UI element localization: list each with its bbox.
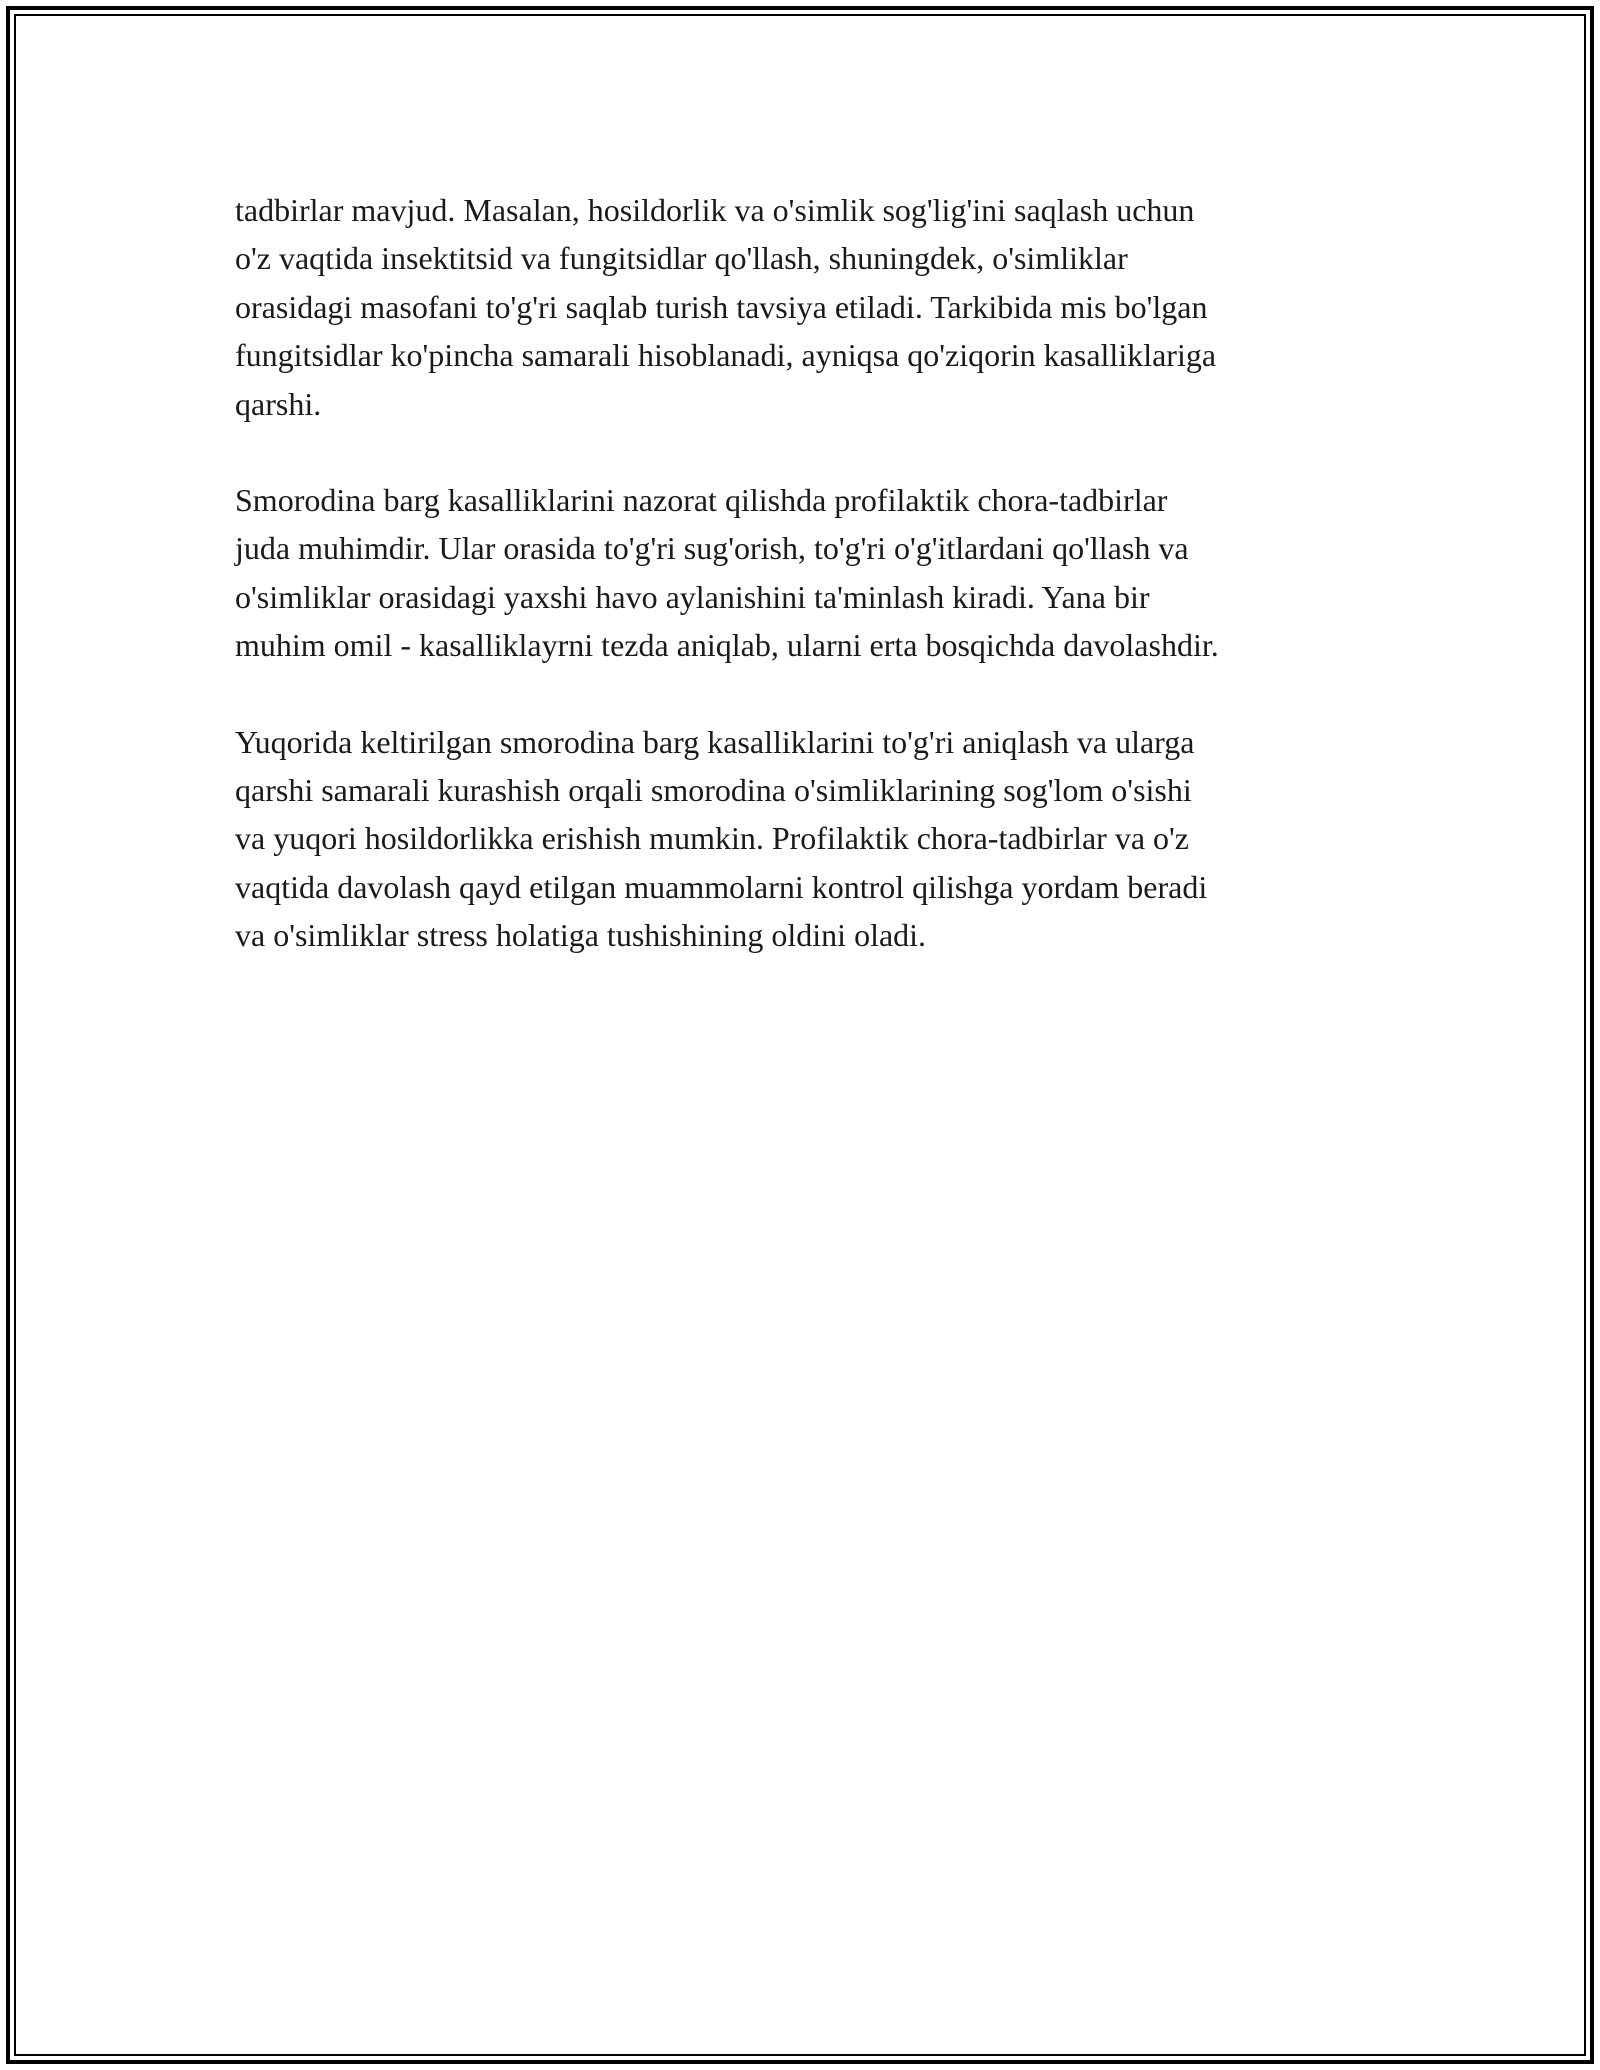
text-line: o'simliklar orasidagi yaxshi havo aylanishini ta'minlash kiradi. Yana bir — [235, 578, 1150, 615]
paragraph-1 — [235, 186, 1395, 428]
text-line: Smorodina barg kasalliklarini nazorat qilishda profilaktik chora-tadbirlar — [235, 482, 1168, 519]
text-line: orasidagi masofani to'g'ri saqlab turish tavsiya etiladi. Tarkibida mis bo'lgan — [235, 288, 1208, 325]
paragraph-2 — [235, 476, 1395, 670]
text-line: vaqtida davolash qayd etilgan muammolarni kontrol qilishga yordam beradi — [235, 868, 1208, 905]
text-line: tadbirlar mavjud. Masalan, hosildorlik va o'simlik sog'lig'ini saqlash uchun — [235, 192, 1195, 228]
text-line: qarshi. — [235, 385, 322, 422]
text-line: va yuqori hosildorlikka erishish mumkin. Profilaktik chora-tadbirlar va o'z — [235, 820, 1189, 857]
text-line: Yuqorida keltirilgan smorodina barg kasalliklarini to'g'ri aniqlash va ularga — [235, 723, 1195, 760]
text-line: o'z vaqtida insektitsid va fungitsidlar qo'llash, shuningdek, o'simliklar — [235, 240, 1128, 277]
text-line: qarshi samarali kurashish orqali smorodina o'simliklarining sog'lom o'sishi — [235, 772, 1192, 809]
document-body — [235, 186, 1395, 1008]
text-line: juda muhimdir. Ular orasida to'g'ri sug'orish, to'g'ri o'g'itlardani qo'llash va — [235, 530, 1189, 567]
text-line: va o'simliklar stress holatiga tushishining oldini oladi. — [235, 917, 927, 954]
text-line: muhim omil - kasalliklayrni tezda aniqlab, ularni erta bosqichda davolashdir. — [235, 627, 1219, 664]
text-line: fungitsidlar ko'pincha samarali hisoblanadi, ayniqsa qo'ziqorin kasalliklariga — [235, 337, 1217, 374]
paragraph-3 — [235, 718, 1395, 960]
